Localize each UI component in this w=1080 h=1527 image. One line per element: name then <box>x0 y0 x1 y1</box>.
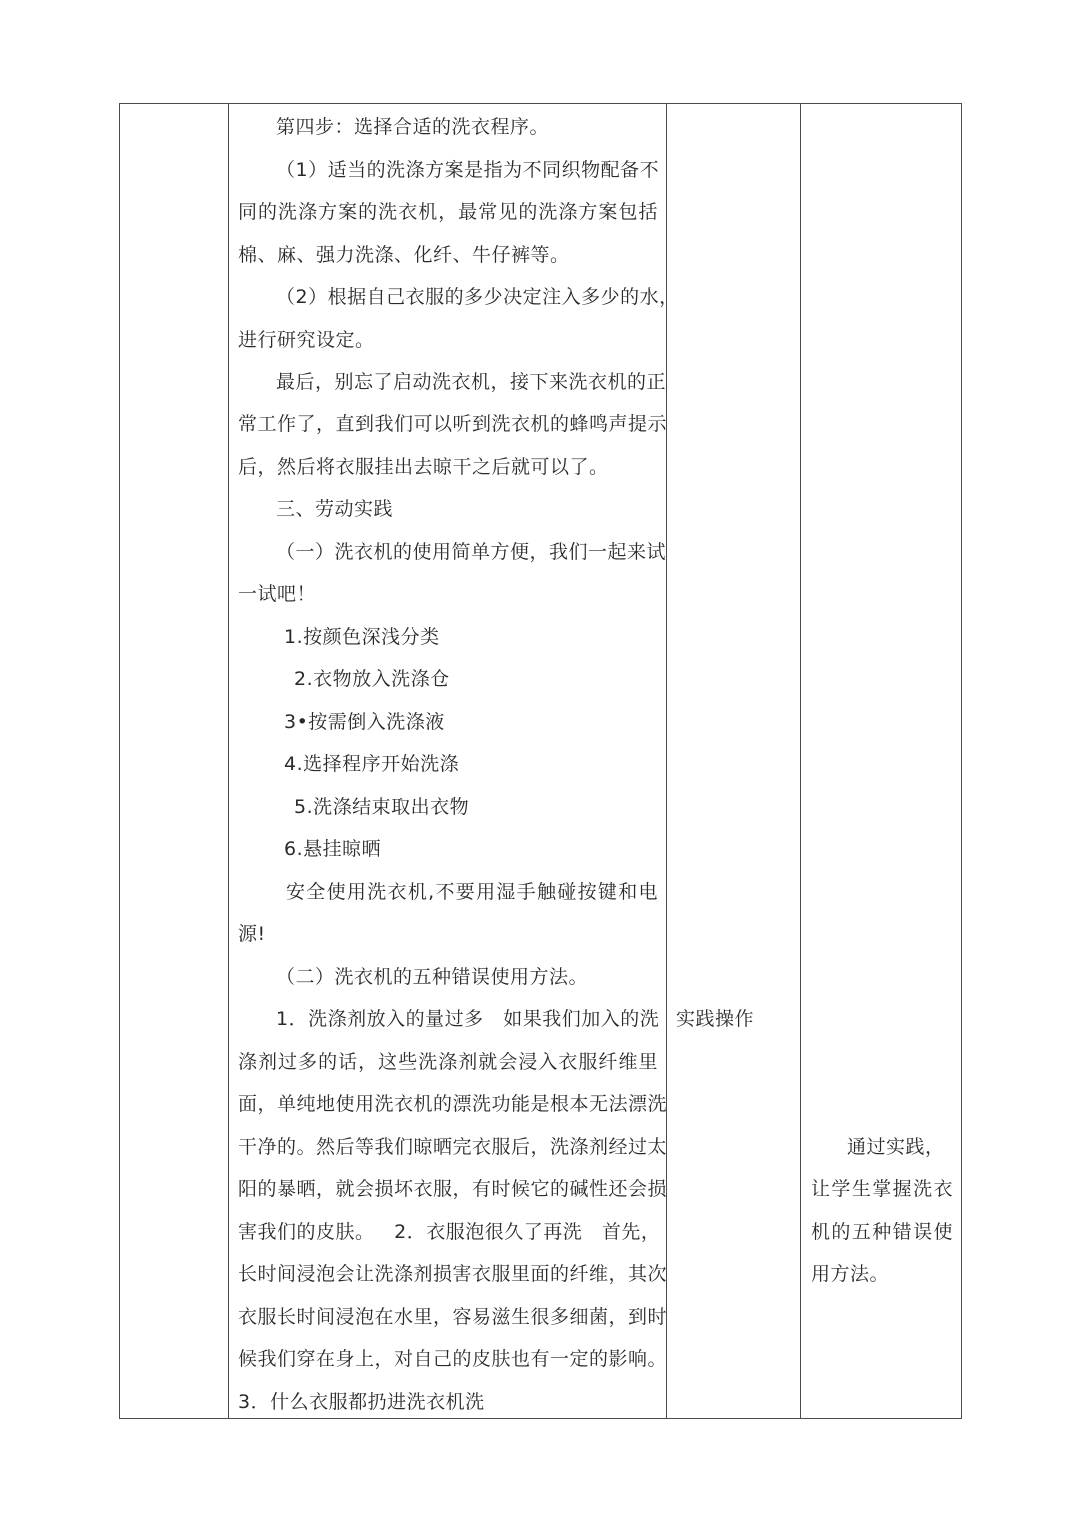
content-line: 涤剂过多的话，这些洗涤剂就会浸入衣服纤维里 <box>238 1051 658 1073</box>
safety-note: 安全使用洗衣机,不要用湿手触碰按键和电 <box>286 881 658 903</box>
step-item: 5.洗涤结束取出衣物 <box>294 796 470 818</box>
section-heading: 三、劳动实践 <box>276 498 394 520</box>
lesson-plan-table <box>119 103 962 1419</box>
step-item: 2.衣物放入洗涤仓 <box>294 668 450 690</box>
purpose-line: 通过实践， <box>847 1136 945 1158</box>
learning-method-cell <box>666 104 800 1418</box>
purpose-line: 用方法。 <box>811 1263 890 1285</box>
content-line: 同的洗涤方案的洗衣机，最常见的洗涤方案包括 <box>238 201 658 223</box>
step-item: 6.悬挂晾晒 <box>284 838 382 860</box>
content-line: （1）适当的洗涤方案是指为不同织物配备不 <box>276 159 660 181</box>
content-line: （2）根据自己衣服的多少决定注入多少的水， <box>276 286 679 308</box>
content-line: 阳的暴晒，就会损坏衣服，有时候它的碱性还会损 <box>238 1178 668 1200</box>
content-line: 第四步：选择合适的洗衣程序。 <box>276 116 550 138</box>
content-line: 3．什么衣服都扔进洗衣机洗 <box>238 1391 485 1413</box>
content-line: 衣服长时间浸泡在水里，容易滋生很多细菌，到时 <box>238 1306 668 1328</box>
content-line: 后，然后将衣服挂出去晾干之后就可以了。 <box>238 456 609 478</box>
step-item: 1.按颜色深浅分类 <box>284 626 440 648</box>
purpose-line: 让学生掌握洗衣 <box>811 1178 953 1200</box>
teaching-content-cell <box>228 104 679 1418</box>
content-line: 1．洗涤剂放入的量过多 如果我们加入的洗 <box>276 1008 660 1030</box>
method-text: 实践操作 <box>676 1008 755 1030</box>
section-heading: （二）洗衣机的五种错误使用方法。 <box>276 966 589 988</box>
content-line: 干净的。然后等我们晾晒完衣服后，洗涤剂经过太 <box>238 1136 668 1158</box>
design-purpose-cell <box>800 104 962 1418</box>
safety-note: 源! <box>238 923 266 945</box>
content-line: （一）洗衣机的使用简单方便，我们一起来试 <box>276 541 667 563</box>
purpose-line: 机的五种错误使 <box>811 1221 953 1243</box>
content-line: 最后，别忘了启动洗衣机，接下来洗衣机的正 <box>276 371 667 393</box>
content-line: 棉、麻、强力洗涤、化纤、牛仔裤等。 <box>238 244 570 266</box>
content-line: 面，单纯地使用洗衣机的漂洗功能是根本无法漂洗 <box>238 1093 668 1115</box>
content-line: 一试吧！ <box>238 583 317 605</box>
content-line: 进行研究设定。 <box>238 329 375 351</box>
step-item: 3•按需倒入洗涤液 <box>284 711 445 733</box>
content-line: 害我们的皮肤。 2．衣服泡很久了再洗 首先， <box>238 1221 661 1243</box>
content-line: 长时间浸泡会让洗涤剂损害衣服里面的纤维，其次 <box>238 1263 668 1285</box>
content-line: 常工作了，直到我们可以听到洗衣机的蜂鸣声提示 <box>238 413 668 435</box>
step-item: 4.选择程序开始洗涤 <box>284 753 460 775</box>
content-line: 候我们穿在身上，对自己的皮肤也有一定的影响。 <box>238 1348 668 1370</box>
